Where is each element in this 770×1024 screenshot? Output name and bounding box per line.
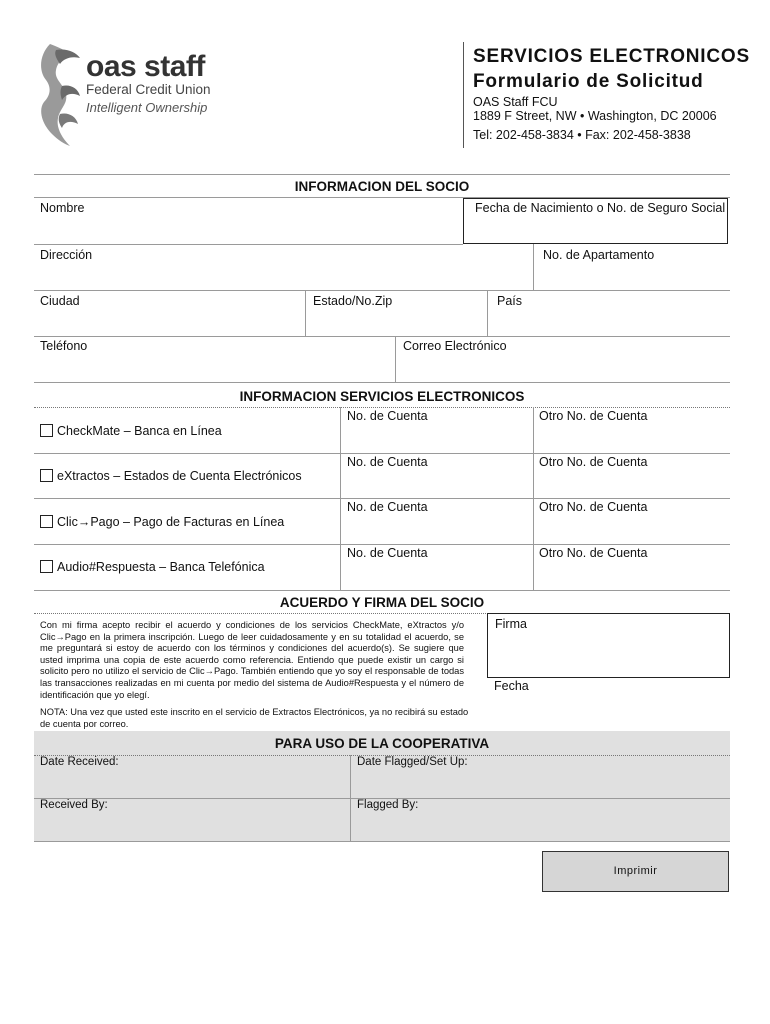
agreement-text: Con mi firma acepto recibir el acuerdo y condiciones de los servicios CheckMate, eXtractos y/o Clic→Pago en la primera inscripción. Luego de leer cuidadosamente y en su totalidad el acuerdo, se me preguntará si estoy de acuerdo con los términos y condiciones del acuerdo(s). Se sugiere que usted imprima una copia de este acuerdo como referencia. Entiendo que puede existir un cargo si solicito pero no utilizo el servicio de Clic→Pago. También entiendo que yo soy el responsable de todas las transacciones realizadas en mi cuenta por medio del sistema de Audio#Respuesta y el número de identificación que yo elegí. bbox=[40, 620, 464, 700]
org-phone: Tel: 202-458-3834 • Fax: 202-458-3838 bbox=[473, 128, 691, 142]
logo-mark-icon bbox=[36, 40, 84, 148]
logo-name: oas staff bbox=[86, 50, 205, 83]
nombre-field[interactable]: Nombre bbox=[40, 201, 85, 215]
form-title: SERVICIOS ELECTRONICOS bbox=[473, 46, 750, 67]
org-address: 1889 F Street, NW • Washington, DC 20006 bbox=[473, 109, 717, 123]
telefono-field[interactable]: Teléfono bbox=[40, 339, 88, 353]
other-account-field[interactable]: Otro No. de Cuenta bbox=[539, 500, 648, 514]
fecha-signature-field[interactable]: Fecha bbox=[494, 679, 529, 693]
coop-heading: PARA USO DE LA COOPERATIVA bbox=[274, 736, 490, 751]
received-by-field[interactable]: Received By: bbox=[40, 799, 108, 811]
account-number-field[interactable]: No. de Cuenta bbox=[347, 546, 428, 560]
header-divider bbox=[463, 42, 464, 148]
member-info-heading: INFORMACION DEL SOCIO bbox=[294, 179, 470, 194]
logo bbox=[36, 40, 221, 150]
account-number-field[interactable]: No. de Cuenta bbox=[347, 455, 428, 469]
firma-field[interactable] bbox=[487, 613, 730, 678]
print-button-label: Imprimir bbox=[613, 865, 658, 877]
checkbox[interactable] bbox=[40, 469, 53, 482]
date-flagged-field[interactable]: Date Flagged/Set Up: bbox=[357, 756, 468, 768]
other-account-field[interactable]: Otro No. de Cuenta bbox=[539, 546, 648, 560]
account-number-field[interactable]: No. de Cuenta bbox=[347, 409, 428, 423]
account-number-field[interactable]: No. de Cuenta bbox=[347, 500, 428, 514]
service-label: Audio#Respuesta – Banca Telefónica bbox=[57, 560, 265, 574]
checkbox[interactable] bbox=[40, 424, 53, 437]
service-label: CheckMate – Banca en Línea bbox=[57, 424, 222, 438]
logo-sub: Federal Credit Union bbox=[86, 82, 211, 97]
fecha-label: Fecha de Nacimiento o No. de Seguro Social bbox=[475, 201, 726, 215]
estado-field[interactable]: Estado/No.Zip bbox=[313, 294, 393, 308]
other-account-field[interactable]: Otro No. de Cuenta bbox=[539, 455, 648, 469]
service-checkmate[interactable] bbox=[40, 424, 222, 438]
apartamento-field[interactable]: No. de Apartamento bbox=[543, 248, 655, 262]
checkbox[interactable] bbox=[40, 515, 53, 528]
fecha-field[interactable] bbox=[463, 198, 728, 244]
correo-field[interactable]: Correo Electrónico bbox=[403, 339, 507, 353]
pais-field[interactable]: País bbox=[497, 294, 523, 308]
agreement-heading: ACUERDO Y FIRMA DEL SOCIO bbox=[279, 595, 485, 610]
agreement-note: NOTA: Una vez que usted este inscrito en el servicio de Extractos Electrónicos, ya no recibirá su estado de cuenta por correo. bbox=[40, 707, 469, 729]
other-account-field[interactable]: Otro No. de Cuenta bbox=[539, 409, 648, 423]
coop-section bbox=[34, 731, 730, 841]
form-subtitle: Formulario de Solicitud bbox=[473, 71, 704, 92]
service-label: Clic→Pago – Pago de Facturas en Línea bbox=[57, 515, 285, 529]
service-audiorespuesta[interactable] bbox=[40, 560, 265, 574]
direccion-field[interactable]: Dirección bbox=[40, 248, 93, 262]
date-received-field[interactable]: Date Received: bbox=[40, 756, 119, 768]
firma-label: Firma bbox=[495, 617, 527, 631]
service-label: eXtractos – Estados de Cuenta Electrónicos bbox=[57, 469, 302, 483]
service-clicpago[interactable] bbox=[40, 515, 284, 529]
print-button[interactable] bbox=[542, 851, 729, 892]
services-heading: INFORMACION SERVICIOS ELECTRONICOS bbox=[239, 389, 525, 404]
org-name: OAS Staff FCU bbox=[473, 95, 558, 109]
ciudad-field[interactable]: Ciudad bbox=[40, 294, 80, 308]
logo-tagline: Intelligent Ownership bbox=[86, 100, 208, 115]
service-extractos[interactable] bbox=[40, 469, 302, 483]
flagged-by-field[interactable]: Flagged By: bbox=[357, 799, 419, 811]
checkbox[interactable] bbox=[40, 560, 53, 573]
